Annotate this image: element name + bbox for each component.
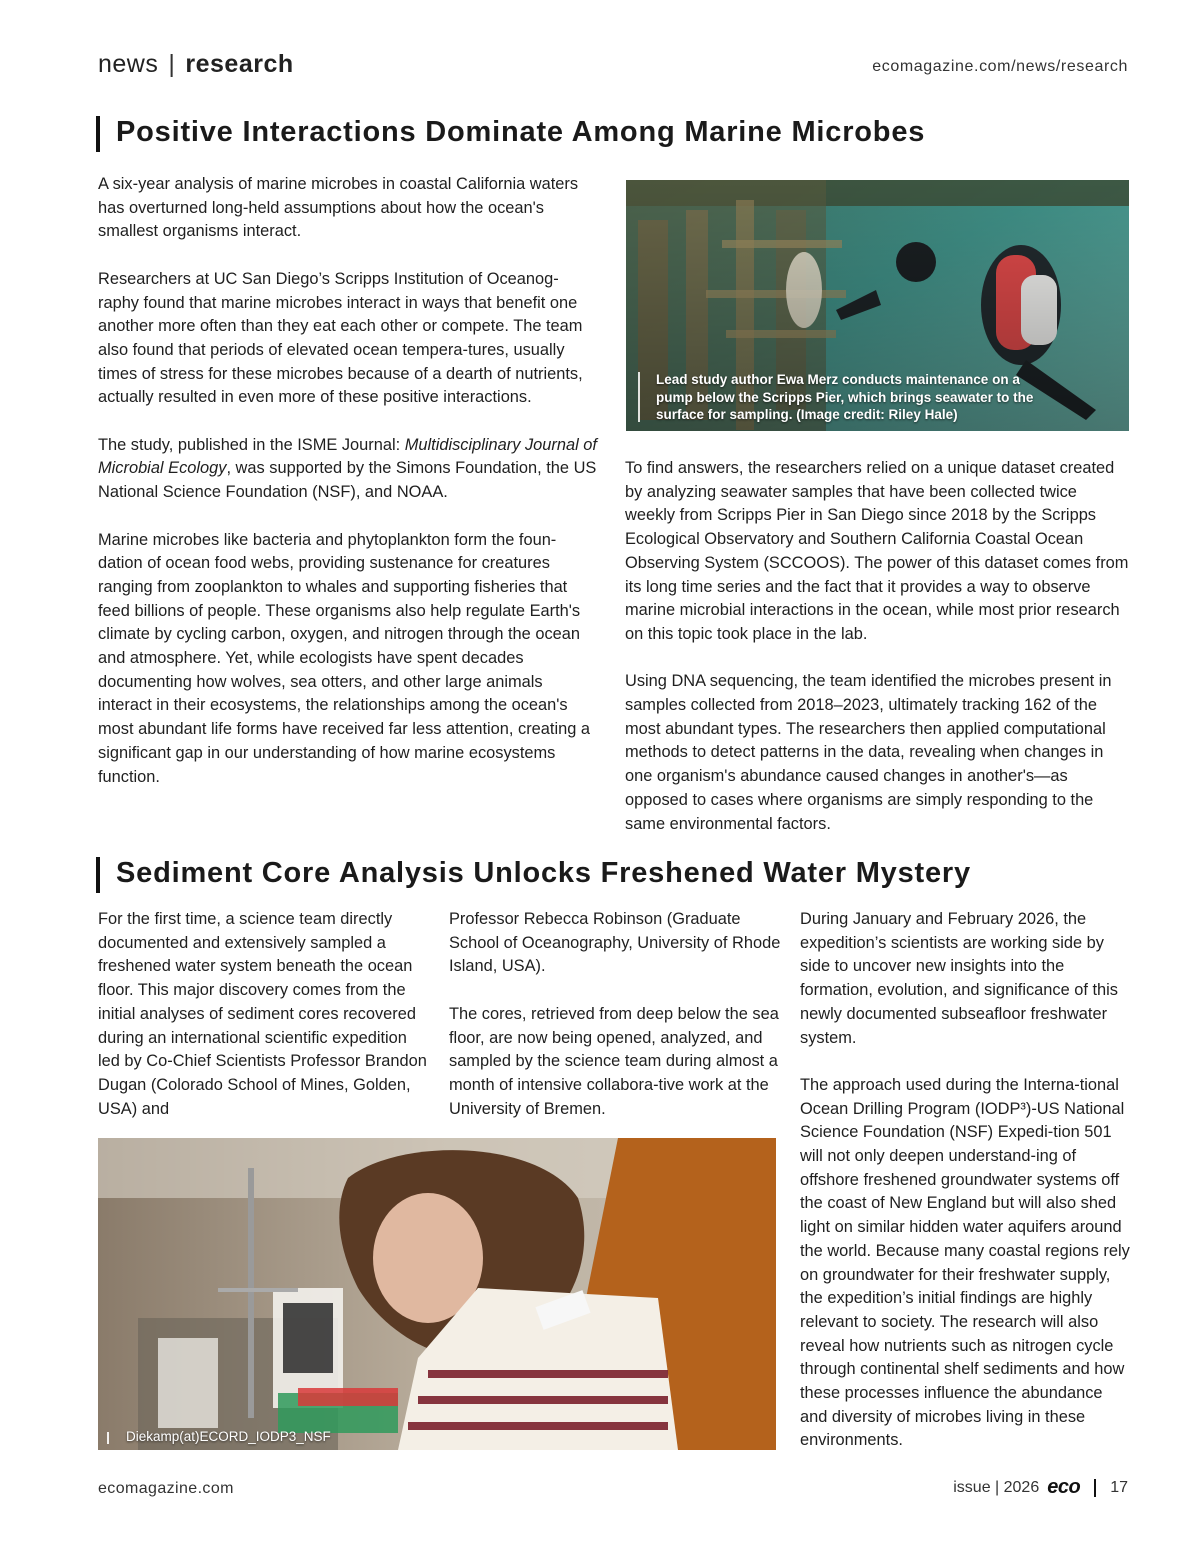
issue-label: issue | 2026 — [953, 1478, 1040, 1496]
article2-paragraph: The cores, retrieved from deep below the sea floor, are now being opened, analyzed, and sampled by the science team during almost a month of intensive collabora-tive work at the University of Bremen. — [449, 1004, 779, 1118]
section-url[interactable]: ecomagazine.com/news/research — [872, 58, 1128, 75]
article1-paragraph: Using DNA sequencing, the team identified the microbes present in samples collected from 2018–2023, ultimately tracking 162 of the most abundant types. The researchers then applied computational methods to detect patterns in the data, revealing when changes in one organism's abundance caused changes in another's—as opposed to cases where organisms are simply responding to the same environmental factors. — [625, 672, 1112, 833]
footer-url[interactable]: ecomagazine.com — [98, 1480, 234, 1497]
article2-paragraph: Professor Rebecca Robinson (Graduate School of Oceanography, University of Rhode Island, USA). — [449, 910, 781, 976]
page-number: 17 — [1110, 1478, 1128, 1496]
subsection-label: research — [185, 50, 294, 78]
caption-accent-bar — [107, 1432, 109, 1444]
footer-issue-info — [953, 1476, 1128, 1499]
article1-paragraph: A six-year analysis of marine microbes in coastal California waters has overturned long-held assumptions about how the ocean's smallest organisms interact. — [98, 175, 579, 241]
section-divider: | — [168, 50, 176, 78]
article2-column-1 — [98, 908, 433, 1121]
article1-right-column — [625, 457, 1130, 836]
eco-logo: eco — [1047, 1476, 1081, 1498]
article1-paragraph: Researchers at UC San Diego’s Scripps Institution of Oceanog-raphy found that marine microbes interact in ways that benefit one another more often than they eat each other or compete. The team also found that periods of elevated ocean tempera-tures, usually times of stress for these microbes because of a dearth of nutrients, actually resulted in even more of these positive interactions. — [98, 269, 583, 407]
footer-divider — [1094, 1479, 1096, 1497]
article2-column-3 — [800, 908, 1132, 1453]
article1-title: Positive Interactions Dominate Among Marine Microbes — [116, 116, 926, 148]
headline-accent-bar — [96, 857, 100, 893]
lab-photo-caption: Diekamp(at)ECORD_IODP3_NSF — [126, 1429, 331, 1444]
article1-journal-paragraph: The study, published in the ISME Journal: Multidisciplinary Journal of Microbial Ecology, was supported by the Simons Foundation, the US National Science Foundation (NSF), and NOAA. — [98, 435, 597, 502]
lab-photo — [98, 1138, 776, 1450]
article1-paragraph: To find answers, the researchers relied on a unique dataset created by analyzing seawater samples that have been collected twice weekly from Scripps Pier in San Diego since 2018 by the Scripps Ecological Observatory and Southern California Coastal Ocean Observing System (SCCOOS). The power of this dataset comes from its long time series and the fact that it provides a way to observe marine microbial interactions in the ocean, while most prior research on this topic took place in the lab. — [625, 459, 1129, 643]
article1-paragraph: Marine microbes like bacteria and phytoplankton form the foun-dation of ocean food webs, providing sustenance for creatures ranging from zooplankton to whales and supporting fisheries that feed billions of people. These organisms also help regulate Earth's climate by cycling carbon, oxygen, and nitrogen through the ocean and atmosphere. Yet, while ecologists have spent decades documenting how wolves, sea otters, and other large animals interact in their ecosystems, the relationships among the ocean's most abundant life forms have received far less attention, creating a significant gap in our understanding of how marine ecosystems function. — [98, 530, 590, 786]
article2-paragraph: For the first time, a science team directly documented and extensively sampled a freshened water system beneath the ocean floor. This major discovery comes from the initial analyses of sediment cores recovered during an international scientific expedition led by Co-Chief Scientists Professor Brandon Dugan (Colorado School of Mines, Golden, USA) and — [98, 910, 427, 1118]
article2-column-2 — [449, 908, 784, 1121]
article2-title: Sediment Core Analysis Unlocks Freshened Water Mystery — [116, 857, 971, 889]
section-label: news — [98, 50, 159, 78]
article2-paragraph: During January and February 2026, the expedition’s scientists are working side by side to uncover new insights into the formation, evolution, and significance of this newly documented subseafloor freshwater system. — [800, 910, 1118, 1047]
caption-accent-bar — [638, 372, 640, 422]
diver-photo — [626, 180, 1129, 431]
section-tag — [98, 50, 294, 79]
lab-photo-image — [98, 1138, 776, 1450]
headline-accent-bar — [96, 116, 100, 152]
diver-photo-caption: Lead study author Ewa Merz conducts maintenance on a pump below the Scripps Pier, which brings seawater to the surface for sampling. (Image credit: Riley Hale) — [656, 372, 1034, 422]
journal-name: Multidisciplinary Journal of Microbial Ecology — [98, 435, 597, 478]
article2-paragraph: The approach used during the Interna-tional Ocean Drilling Program (IODP³)-US National Science Foundation (NSF) Expedi-tion 501 will not only deepen understand-ing of offshore freshened groundwater systems off the coast of New England but will also shed light on similar hidden water aquifers around the world. Because many coastal regions rely on groundwater for their freshwater supply, the expedition’s initial findings are highly relevant to society. The research will also reveal how nutrients such as nitrogen cycle through continental shelf sediments and how these processes influence the abundance and diversity of microbes living in these environments. — [800, 1075, 1130, 1450]
article1-left-column — [98, 173, 598, 789]
